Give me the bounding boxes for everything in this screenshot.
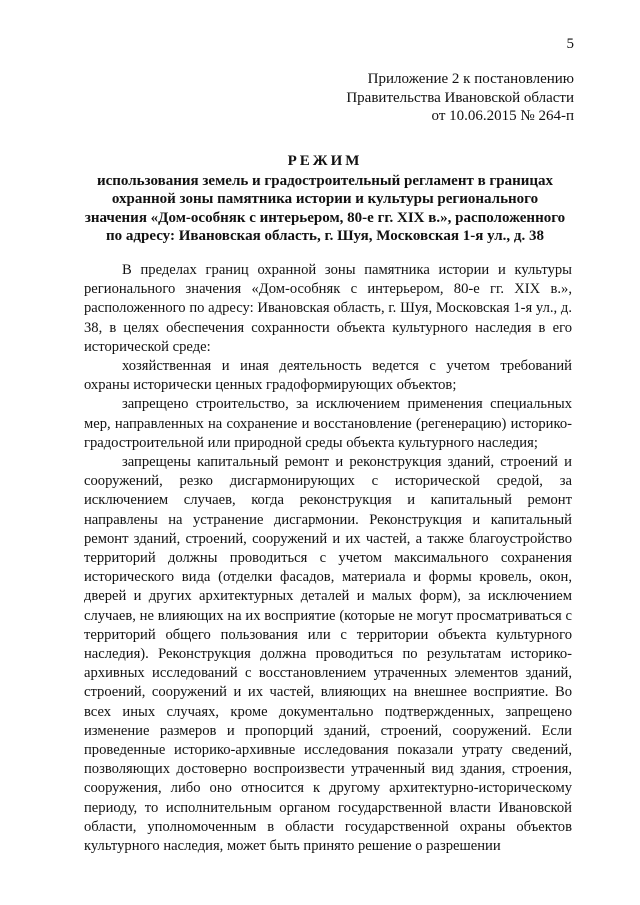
subtitle-line: по адресу: Ивановская область, г. Шуя, Московская 1-я ул., д. 38 [106,228,544,244]
subtitle-line: использования земель и градостроительный регламент в границах [96,172,554,189]
page-number: 5 [566,36,574,52]
title-block [70,152,580,246]
appendix-header [346,70,574,126]
document-body [84,261,572,856]
document-title: РЕЖИМ [287,153,363,169]
header-line: Приложение 2 к постановлению [367,71,574,87]
subtitle-line: охранной зоны памятника истории и культуры регионального [111,191,539,207]
document-subtitle [70,172,580,246]
body-paragraph: В пределах границ охранной зоны памятника истории и культуры регионального значения «Дом-особняк с интерьером, 80-е гг. XIX в.», расположенного по адресу: Ивановская область, г. Шуя, Московская 1-я ул., д. 38, в целях обеспечения сохранности объекта культурного наследия в его исторической среде: [84,262,572,355]
body-paragraph: запрещены капитальный ремонт и реконструкция зданий, строений и сооружений, резко дисгармонирующих с исторической средой, за исключением случаев, когда реконструкция и капитальный ремонт направлены на устранение дисгармонии. Реконструкция и капитальный ремонт зданий, строений, сооружений и их частей, а также благоустройство территорий должны проводиться с учетом максимального сохранения исторического вида (отделки фасадов, материала и формы кровель, окон, дверей и других архитектурных деталей и малых форм), за исключением случаев, не влияющих на их восприятие (которые не могут просматриваться с территорий общего пользования или с территории объекта культурного наследия). Реконструкция должна проводиться по результатам историко-архивных исследований с восстановлением утраченных элементов зданий, строений, сооружений и их частей, влияющих на внешнее восприятие. Во всех иных случаях, кроме документально подтвержденных, запрещено изменение размеров и пропорций зданий, строений, сооружений. Если проведенные историко-архивные исследования показали утрату сведений, позволяющих достоверно воспроизвести утраченный вид здания, строения, сооружения, либо оно относится к другому архитектурно-историческому периоду, то исполнительным органом государственной власти Ивановской области, уполномоченным в области государственной охраны объектов культурного наследия, может быть принято решение о разрешении [84,454,572,855]
body-paragraph: хозяйственная и иная деятельность ведется с учетом требований охраны исторически ценных градоформирующих объектов; [84,358,572,394]
header-line: Правительства Ивановской области [346,89,574,106]
subtitle-line: значения «Дом-особняк с интерьером, 80-е гг. XIX в.», расположенного [84,209,566,226]
body-paragraph: запрещено строительство, за исключением применения специальных мер, направленных на сохранение и восстановление (регенерацию) историко-градостроительной или природной среды объекта культурного наследия; [84,396,572,451]
header-line: от 10.06.2015 № 264-п [431,108,574,124]
